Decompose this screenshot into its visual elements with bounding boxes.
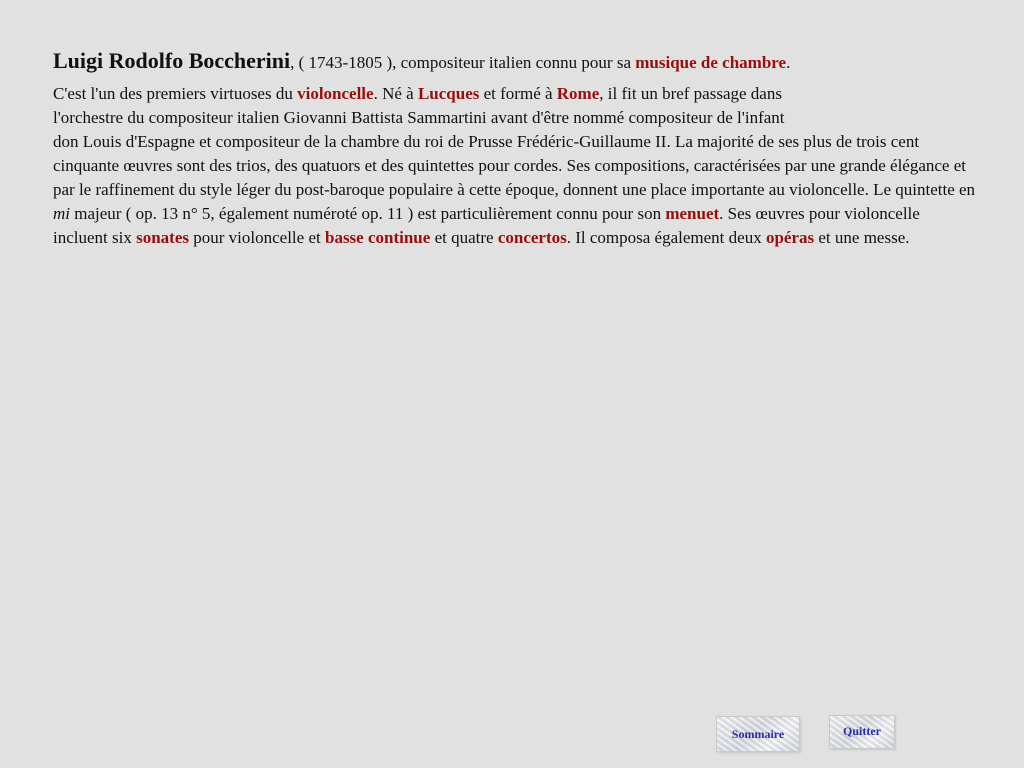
quitter-label: Quitter (843, 724, 881, 738)
link-sonates[interactable]: sonates (136, 228, 190, 247)
intro-text: , ( 1743-1805 ), compositeur italien connu pour sa (290, 53, 636, 72)
body-text-4: , il fit un bref passage dans (599, 84, 782, 103)
body-text-1: C'est l'un des premiers virtuoses du (53, 84, 298, 103)
body-text-10: et quatre (430, 228, 498, 247)
sommaire-button[interactable] (716, 716, 800, 752)
key-mi: mi (53, 204, 70, 223)
body-text-11: . Il composa également deux (566, 228, 766, 247)
body-paragraph (53, 82, 978, 250)
composer-name: Luigi Rodolfo Boccherini (53, 48, 291, 73)
quitter-button[interactable] (829, 715, 895, 749)
link-lucques[interactable]: Lucques (417, 84, 480, 103)
link-operas[interactable]: opéras (765, 228, 815, 247)
body-text-3: et formé à (479, 84, 557, 103)
body-text-9: pour violoncelle et (189, 228, 325, 247)
link-musique-de-chambre[interactable]: musique de chambre (635, 53, 787, 72)
link-basse-continue[interactable]: basse continue (324, 228, 431, 247)
body-text-5: l'orchestre du compositeur italien Giovanni Battista Sammartini avant d'être nommé compositeur de l'infant (53, 108, 785, 127)
link-menuet[interactable]: menuet (665, 204, 720, 223)
sommaire-label: Sommaire (731, 726, 785, 741)
link-rome[interactable]: Rome (556, 84, 600, 103)
body-text-12: et une messe. (814, 228, 910, 247)
body-text-2: . Né à (373, 84, 418, 103)
intro-end: . (786, 53, 791, 72)
intro-paragraph (53, 49, 978, 75)
link-concertos[interactable]: concertos (497, 228, 567, 247)
article (53, 49, 978, 250)
body-text-8: . Ses œuvres pour violoncelle incluent six (53, 204, 920, 247)
link-violoncelle[interactable]: violoncelle (297, 84, 374, 103)
body-text-7: majeur ( op. 13 n° 5, également numéroté op. 11 ) est particulièrement connu pour son (70, 204, 666, 223)
body-text-6: don Louis d'Espagne et compositeur de la chambre du roi de Prusse Frédéric-Guillaume II. La majorité de ses plus de trois cent cinquante œuvres sont des trios, des quatuors et des quintettes pour cordes. Ses compositions, caractérisées par une grande élégance et par le raffinement du style léger du post-baroque populaire à cette époque, donnent une place importante au violoncelle. Le quintette en (53, 132, 976, 199)
